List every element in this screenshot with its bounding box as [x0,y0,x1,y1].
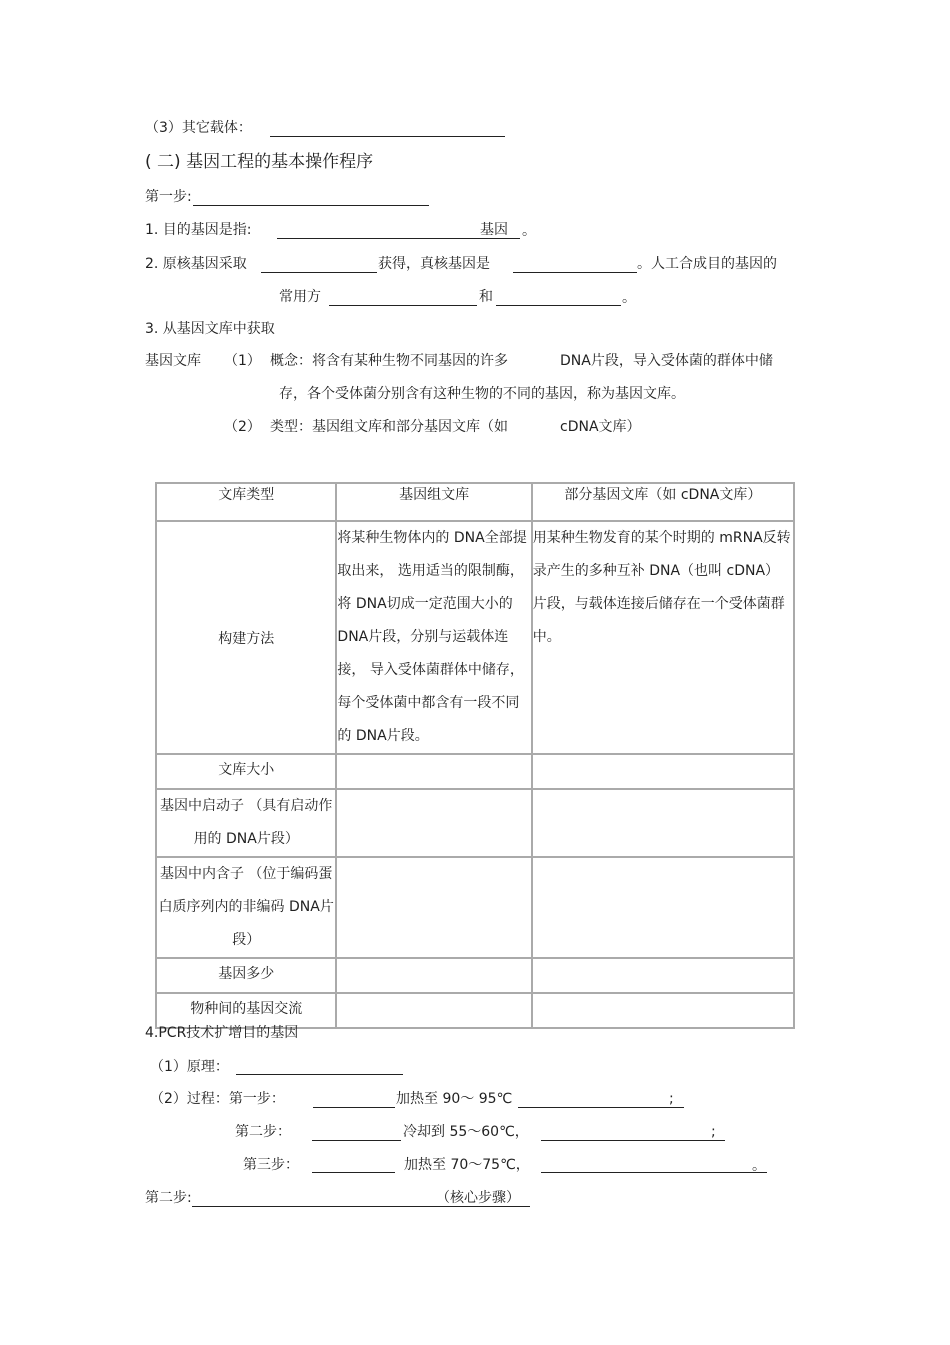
cell-partial-construction: 用某种生物发育的某个时期的 mRNA反转录产生的多种互补 DNA（也叫 cDNA）片段，与载体连接后储存在一个受体菌群中。 [532,521,794,754]
item2-text-a: 2. 原核基因采取 [145,256,247,272]
pcr-step2-text: 冷却到 55～60℃， [403,1124,529,1140]
header-library-type: 文库类型 [156,483,336,521]
library-p1-text-c: 存，各个受体菌分别含有这种生物的不同的基因，称为基因文库。 [279,386,685,402]
cell-genomic-intron[interactable] [336,857,531,958]
row-label-gene-exchange: 物种间的基因交流 [156,993,336,1028]
pcr-step3-name-blank[interactable] [312,1172,395,1173]
table-row [156,993,794,1028]
pcr-step3-label: 第三步： [243,1157,299,1173]
table-row [156,789,794,857]
pcr-step2-name-blank[interactable] [312,1140,401,1141]
row-label-gene-count: 基因多少 [156,958,336,993]
eukaryote-method-blank[interactable] [513,272,637,273]
pcr-step3-result-blank[interactable] [541,1172,767,1173]
row-label-construction: 构建方法 [156,521,336,754]
cell-partial-gene-exchange[interactable] [532,993,794,1028]
pcr-process-label: （2）过程：第一步： [150,1091,285,1107]
item3-label: 3. 从基因文库中获取 [145,321,275,337]
other-vectors-blank[interactable] [270,136,505,137]
header-partial-library: 部分基因文库（如 cDNA文库） [532,483,794,521]
synthesis-method-blank-2[interactable] [496,305,621,306]
item2-text-f: 。 [622,290,636,306]
item1-suffix-period: 。 [522,223,536,239]
pcr-principle-label: （1）原理： [150,1059,229,1075]
cell-genomic-gene-exchange[interactable] [336,993,531,1028]
step2-note: （核心步骤） [436,1190,520,1206]
library-p1-num: （1） [224,353,261,369]
pcr-title: 4.PCR技术扩增目的基因 [145,1025,299,1041]
cell-partial-size[interactable] [532,754,794,789]
row-label-library-size: 文库大小 [156,754,336,789]
pcr-step3-end: 。 [752,1158,766,1174]
library-p2-num: （2） [224,419,261,435]
table-row [156,857,794,958]
item2-text-c: 。人工合成目的基因的 [637,256,777,272]
pcr-step1-result-blank[interactable] [518,1107,684,1108]
synthesis-method-blank-1[interactable] [329,305,477,306]
item1-suffix-gene: 基因 [480,222,508,238]
row-label-promoter: 基因中启动子 （具有启动作用的 DNA片段） [156,789,336,857]
pcr-step1-name-blank[interactable] [313,1107,395,1108]
cell-genomic-promoter[interactable] [336,789,531,857]
item2-text-b: 获得，真核基因是 [378,256,490,272]
other-vectors-label: （3）其它载体： [145,120,252,136]
library-p1-text-b: DNA片段，导入受体菌的群体中储 [560,353,773,369]
cell-partial-intron[interactable] [532,857,794,958]
library-label: 基因文库 [145,353,201,369]
step2-label: 第二步: [145,1190,192,1206]
library-p2-text-b: cDNA文库） [560,419,641,435]
pcr-step3-text: 加热至 70～75℃， [404,1157,530,1173]
table-row [156,521,794,754]
table-row [156,754,794,789]
item2-text-d: 常用方 [279,289,321,305]
step1-blank[interactable] [193,205,429,206]
pcr-step2-label: 第二步： [235,1124,291,1140]
library-comparison-table [155,482,795,1029]
cell-genomic-construction: 将某种生物体内的 DNA全部提取出来， 选用适当的限制酶，将 DNA切成一定范围大小的 DNA片段，分别与运载体连接， 导入受体菌群体中储存，每个受体菌中都含有一段不同的 DNA片段。 [336,521,531,754]
pcr-step2-end: ; [711,1124,716,1140]
cell-partial-gene-count[interactable] [532,958,794,993]
cell-genomic-gene-count[interactable] [336,958,531,993]
pcr-step1-text: 加热至 90～ 95℃ [396,1091,513,1107]
header-genomic-library: 基因组文库 [336,483,531,521]
table-row [156,958,794,993]
step1-label: 第一步: [145,189,192,205]
item2-text-e: 和 [479,289,493,305]
pcr-principle-blank[interactable] [236,1074,403,1075]
section-title: ( 二) 基因工程的基本操作程序 [145,152,374,172]
pcr-step1-end: ; [669,1091,674,1107]
cell-genomic-size[interactable] [336,754,531,789]
pcr-step2-result-blank[interactable] [541,1140,725,1141]
library-p1-text-a: 概念：将含有某种生物不同基因的许多 [270,353,508,369]
prokaryote-method-blank[interactable] [261,272,377,273]
item1-label: 1. 目的基因是指: [145,222,252,238]
row-label-intron: 基因中内含子 （位于编码蛋白质序列内的非编码 DNA片段） [156,857,336,958]
table-header-row [156,483,794,521]
cell-partial-promoter[interactable] [532,789,794,857]
library-p2-text-a: 类型：基因组文库和部分基因文库（如 [270,419,508,435]
